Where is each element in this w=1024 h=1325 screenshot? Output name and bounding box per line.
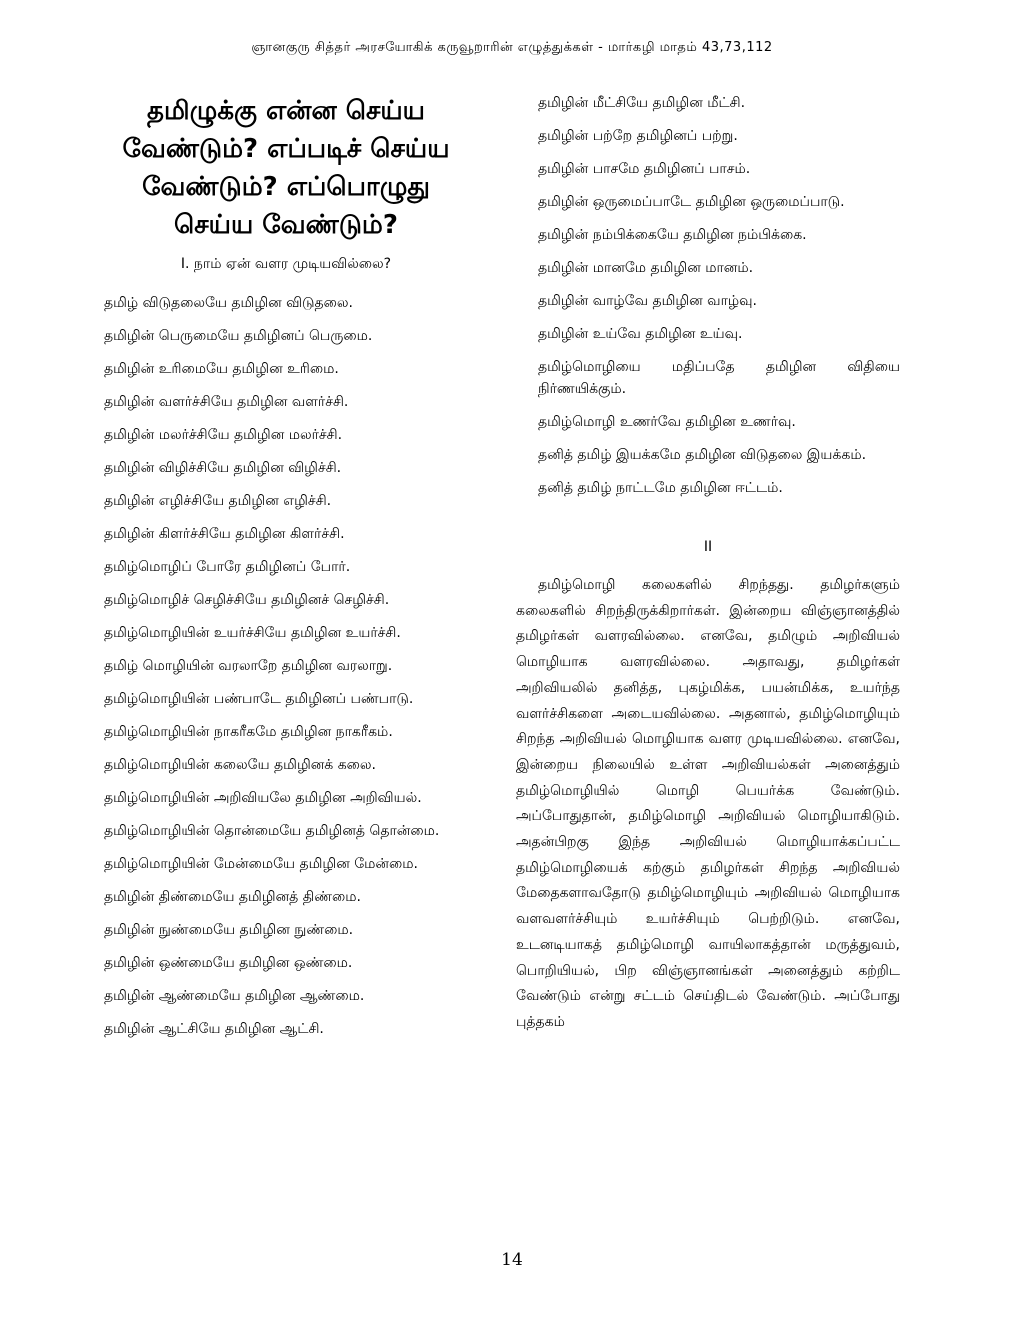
text-line: தமிழ்மொழிச் செழிச்சியே தமிழினச் செழிச்சி. <box>104 592 390 608</box>
text-line: தமிழின் பெருமையே தமிழினப் பெருமை. <box>104 328 373 344</box>
text-line: தமிழ்மொழியின் மேன்மையே தமிழின மேன்மை. <box>104 856 418 872</box>
text-line: தமிழின் உரிமையே தமிழின உரிமை. <box>104 361 339 377</box>
article-title: தமிழுக்கு என்ன செய்ய வேண்டும்? எப்படிச் செய்ய வேண்டும்? எப்பொழுது செய்ய வேண்டும்? <box>122 96 450 240</box>
text-line: தமிழின் விழிச்சியே தமிழின விழிச்சி. <box>104 460 342 476</box>
right-lines <box>516 92 900 499</box>
text-line: தமிழின் ஆண்மையே தமிழின ஆண்மை. <box>104 988 365 1004</box>
text-line: தமிழ்மொழியின் உயர்ச்சியே தமிழின உயர்ச்சி. <box>104 625 401 641</box>
text-line: தமிழின் மலர்ச்சியே தமிழின மலர்ச்சி. <box>104 427 343 443</box>
text-line: தமிழ்மொழியின் அறிவியலே தமிழின அறிவியல். <box>104 790 422 806</box>
text-line: தமிழ்மொழியின் நாகரீகமே தமிழின நாகரீகம். <box>104 724 393 740</box>
text-line: தமிழின் மானமே தமிழின மானம். <box>538 260 754 276</box>
text-line: தமிழ்மொழியின் பண்பாடே தமிழினப் பண்பாடு. <box>104 691 414 707</box>
text-line: தமிழ்மொழியின் தொன்மையே தமிழினத் தொன்மை. <box>104 823 440 839</box>
text-line: தமிழின் உய்வே தமிழின உய்வு. <box>538 326 743 342</box>
running-header: ஞானகுரு சித்தர் அரசயோகிக் கருவூறாரின் எழுத்துக்கள் - மார்கழி மாதம் 43,73,112 <box>251 40 773 55</box>
text-line: தமிழ்மொழிப் போரே தமிழினப் போர். <box>104 559 351 575</box>
text-line: தமிழின் மீட்சியே தமிழின மீட்சி. <box>538 95 746 111</box>
text-line: தமிழின் பாசமே தமிழினப் பாசம். <box>538 161 751 177</box>
right-column <box>516 92 900 1036</box>
text-line: தமிழின் பற்றே தமிழினப் பற்று. <box>538 128 738 144</box>
text-line: தமிழின் ஒண்மையே தமிழின ஒண்மை. <box>104 955 353 971</box>
body-paragraph: தமிழ்மொழி கலைகளில் சிறந்தது. தமிழர்களும் கலைகளில் சிறந்திருக்கிறார்கள். இன்றைய விஞ்ஞானத்தில் தமிழர்கள் வளரவில்லை. எனவே, தமிழும் அறிவியல் மொழியாக வளரவில்லை. அதாவது, தமிழர்கள் அறிவியலில் தனித்த, புகழ்மிக்க, பயன்மிக்க, உயர்ந்த வளர்ச்சிகளை அடையவில்லை. அதனால், தமிழ்மொழியும் சிறந்த அறிவியல் மொழியாக வளர முடியவில்லை. எனவே, இன்றைய நிலையில் உள்ள அறிவியல்கள் அனைத்தும் தமிழ்மொழியில் மொழி பெயர்க்க வேண்டும். அப்போதுதான், தமிழ்மொழி அறிவியல் மொழியாகிடும். அதன்பிறகு இந்த அறிவியல் மொழியாக்கப்பட்ட தமிழ்மொழியைக் கற்கும் தமிழர்கள் சிறந்த அறிவியல் மேதைகளாவதோடு தமிழ்மொழியும் அறிவியல் மொழியாக வளவளர்ச்சியும் உயர்ச்சியும் பெற்றிடும். எனவே, உடனடியாகத் தமிழ்மொழி வாயிலாகத்தான் மருத்துவம், பொறியியல், பிற விஞ்ஞானங்கள் அனைத்தும் கற்றிட வேண்டும் என்று சட்டம் செய்திடல் வேண்டும். அப்போது புத்தகம் <box>516 577 900 1030</box>
text-line: தமிழின் எழிச்சியே தமிழின எழிச்சி. <box>104 493 332 509</box>
left-column <box>100 92 472 1051</box>
text-line: தமிழின் கிளர்ச்சியே தமிழின கிளர்ச்சி. <box>104 526 345 542</box>
text-line: தமிழின் ஆட்சியே தமிழின ஆட்சி. <box>104 1021 324 1037</box>
left-lines <box>100 292 472 1040</box>
text-line: தமிழ்மொழியின் கலையே தமிழினக் கலை. <box>104 757 376 773</box>
text-line: தமிழின் வளர்ச்சியே தமிழின வளர்ச்சி. <box>104 394 349 410</box>
text-line: தமிழ்மொழி உணர்வே தமிழின உணர்வு. <box>538 414 796 430</box>
section-heading-2: II <box>703 539 713 555</box>
text-line: தமிழின் நுண்மையே தமிழின நுண்மை. <box>104 922 354 938</box>
text-line: தனித் தமிழ் இயக்கமே தமிழின விடுதலை இயக்கம். <box>538 447 867 463</box>
text-line: தமிழின் வாழ்வே தமிழின வாழ்வு. <box>538 293 758 309</box>
text-line: தமிழ் விடுதலையே தமிழின விடுதலை. <box>104 295 353 311</box>
page-number: 14 <box>501 1250 523 1270</box>
text-line: தனித் தமிழ் நாட்டமே தமிழின ஈட்டம். <box>538 480 783 496</box>
section-heading-1: I. நாம் ஏன் வளர முடியவில்லை? <box>180 256 392 272</box>
text-line: தமிழ்மொழியை மதிப்பதே தமிழின விதியை நிர்ணயிக்கும். <box>538 359 900 397</box>
text-line: தமிழ் மொழியின் வரலாறே தமிழின வரலாறு. <box>104 658 393 674</box>
text-line: தமிழின் நம்பிக்கையே தமிழின நம்பிக்கை. <box>538 227 807 243</box>
text-line: தமிழின் திண்மையே தமிழினத் திண்மை. <box>104 889 361 905</box>
text-line: தமிழின் ஒருமைப்பாடே தமிழின ஒருமைப்பாடு. <box>538 194 845 210</box>
